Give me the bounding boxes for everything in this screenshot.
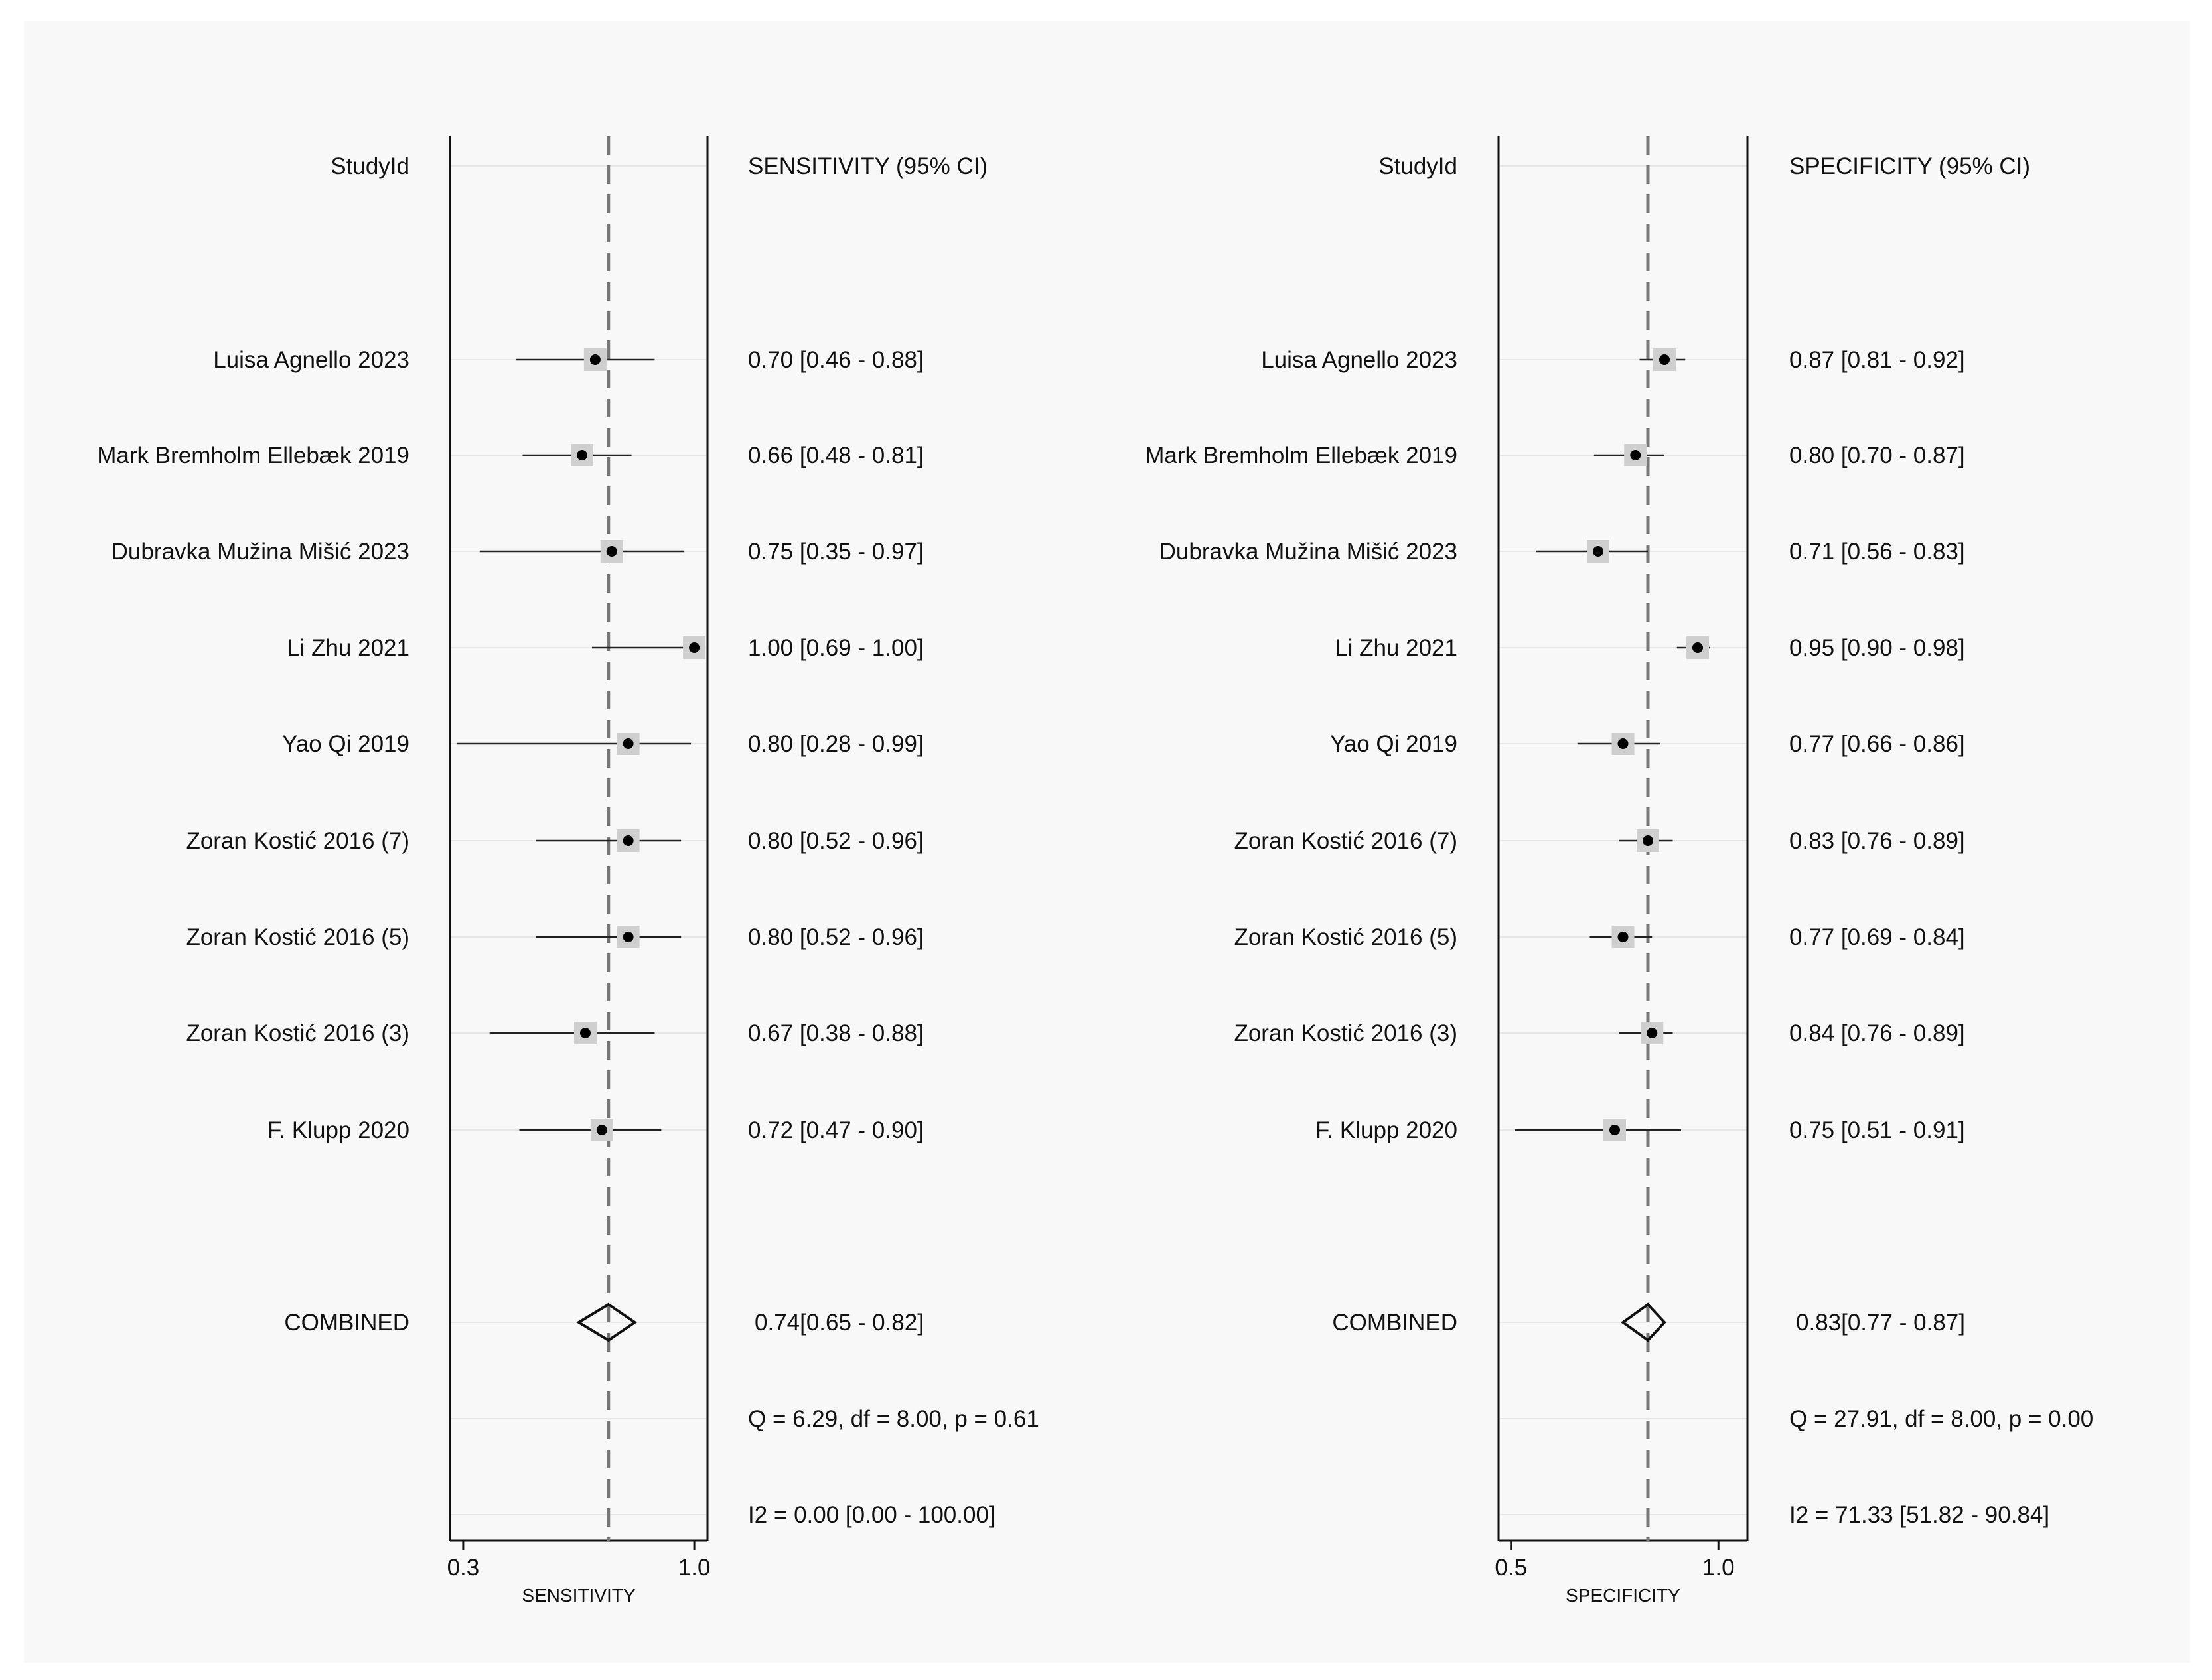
heterogeneity-i2: I2 = 71.33 [51.82 - 90.84] bbox=[1789, 1502, 2050, 1528]
study-name: Zoran Kostić 2016 (3) bbox=[186, 1020, 409, 1046]
heterogeneity-q: Q = 6.29, df = 8.00, p = 0.61 bbox=[748, 1406, 1039, 1432]
study-estimate-label: 0.71 [0.56 - 0.83] bbox=[1789, 539, 1965, 565]
point-estimate bbox=[1630, 450, 1641, 460]
x-axis-label: SENSITIVITY bbox=[522, 1585, 636, 1606]
study-estimate-label: 0.80 [0.52 - 0.96] bbox=[748, 828, 924, 854]
study-estimate-label: 0.83 [0.76 - 0.89] bbox=[1789, 828, 1965, 854]
study-name: Luisa Agnello 2023 bbox=[213, 347, 409, 373]
point-estimate bbox=[1643, 835, 1653, 846]
study-estimate-label: 0.80 [0.28 - 0.99] bbox=[748, 731, 924, 757]
x-tick-label: 0.3 bbox=[447, 1555, 480, 1580]
study-name: Mark Bremholm Ellebæk 2019 bbox=[97, 443, 409, 468]
point-estimate bbox=[623, 835, 634, 846]
study-name: F. Klupp 2020 bbox=[267, 1117, 409, 1143]
point-estimate bbox=[1647, 1028, 1657, 1038]
study-estimate-label: 0.70 [0.46 - 0.88] bbox=[748, 347, 924, 373]
study-name: Zoran Kostić 2016 (7) bbox=[1234, 828, 1457, 854]
study-row bbox=[213, 347, 923, 373]
point-estimate bbox=[1618, 738, 1629, 749]
study-name: Zoran Kostić 2016 (5) bbox=[1234, 924, 1457, 950]
point-estimate bbox=[1692, 642, 1703, 653]
study-row bbox=[287, 635, 924, 661]
study-name: Mark Bremholm Ellebæk 2019 bbox=[1145, 443, 1457, 468]
point-estimate bbox=[1609, 1125, 1620, 1135]
study-row bbox=[1159, 539, 1965, 565]
x-tick-label: 0.5 bbox=[1495, 1555, 1528, 1580]
study-name: Luisa Agnello 2023 bbox=[1261, 347, 1457, 373]
point-estimate bbox=[590, 354, 601, 365]
study-estimate-label: 0.66 [0.48 - 0.81] bbox=[748, 443, 924, 468]
x-tick-label: 1.0 bbox=[678, 1555, 711, 1580]
study-name: Li Zhu 2021 bbox=[287, 635, 409, 661]
point-estimate bbox=[577, 450, 587, 460]
forest-panel-specificity bbox=[1145, 136, 2093, 1606]
point-estimate bbox=[607, 546, 617, 557]
point-estimate bbox=[597, 1125, 607, 1135]
study-row bbox=[186, 828, 923, 854]
study-name: Dubravka Mužina Mišić 2023 bbox=[1159, 539, 1457, 565]
x-axis-label: SPECIFICITY bbox=[1566, 1585, 1680, 1606]
study-name: Zoran Kostić 2016 (3) bbox=[1234, 1020, 1457, 1046]
forest-panel-sensitivity bbox=[97, 136, 1039, 1606]
point-estimate bbox=[689, 642, 700, 653]
study-name: Yao Qi 2019 bbox=[282, 731, 409, 757]
study-name: Zoran Kostić 2016 (7) bbox=[186, 828, 409, 854]
study-estimate-label: 0.75 [0.51 - 0.91] bbox=[1789, 1117, 1965, 1143]
study-row bbox=[186, 924, 923, 950]
study-estimate-label: 0.77 [0.66 - 0.86] bbox=[1789, 731, 1965, 757]
study-estimate-label: 1.00 [0.69 - 1.00] bbox=[748, 635, 924, 661]
study-estimate-label: 0.72 [0.47 - 0.90] bbox=[748, 1117, 924, 1143]
study-name: Zoran Kostić 2016 (5) bbox=[186, 924, 409, 950]
heterogeneity-q: Q = 27.91, df = 8.00, p = 0.00 bbox=[1789, 1406, 2094, 1432]
study-estimate-label: 0.87 [0.81 - 0.92] bbox=[1789, 347, 1965, 373]
combined-label: COMBINED bbox=[284, 1310, 409, 1336]
study-estimate-label: 0.67 [0.38 - 0.88] bbox=[748, 1020, 924, 1046]
point-estimate bbox=[1593, 546, 1603, 557]
study-estimate-label: 0.80 [0.52 - 0.96] bbox=[748, 924, 924, 950]
point-estimate bbox=[1618, 932, 1629, 942]
study-row bbox=[111, 539, 924, 565]
study-row bbox=[1234, 924, 1964, 950]
study-row bbox=[282, 731, 924, 757]
combined-label: COMBINED bbox=[1332, 1310, 1457, 1336]
point-estimate bbox=[623, 932, 634, 942]
study-row bbox=[1315, 1117, 1965, 1143]
studyid-header: StudyId bbox=[1378, 153, 1457, 179]
studyid-header: StudyId bbox=[331, 153, 409, 179]
x-tick-label: 1.0 bbox=[1702, 1555, 1735, 1580]
study-estimate-label: 0.77 [0.69 - 0.84] bbox=[1789, 924, 1965, 950]
study-row bbox=[186, 1020, 923, 1046]
study-row bbox=[267, 1117, 924, 1143]
point-estimate bbox=[623, 738, 634, 749]
study-estimate-label: 0.75 [0.35 - 0.97] bbox=[748, 539, 924, 565]
point-estimate bbox=[1659, 354, 1670, 365]
point-estimate bbox=[580, 1028, 591, 1038]
combined-estimate-label: 0.83[0.77 - 0.87] bbox=[1796, 1310, 1965, 1336]
study-estimate-label: 0.80 [0.70 - 0.87] bbox=[1789, 443, 1965, 468]
study-name: F. Klupp 2020 bbox=[1315, 1117, 1457, 1143]
study-name: Yao Qi 2019 bbox=[1330, 731, 1457, 757]
study-estimate-label: 0.84 [0.76 - 0.89] bbox=[1789, 1020, 1965, 1046]
combined-estimate-label: 0.74[0.65 - 0.82] bbox=[755, 1310, 924, 1336]
study-estimate-label: 0.95 [0.90 - 0.98] bbox=[1789, 635, 1965, 661]
estimate-header: SPECIFICITY (95% CI) bbox=[1789, 153, 2031, 179]
heterogeneity-i2: I2 = 0.00 [0.00 - 100.00] bbox=[748, 1502, 995, 1528]
study-name: Dubravka Mužina Mišić 2023 bbox=[111, 539, 409, 565]
study-name: Li Zhu 2021 bbox=[1335, 635, 1457, 661]
estimate-header: SENSITIVITY (95% CI) bbox=[748, 153, 988, 179]
